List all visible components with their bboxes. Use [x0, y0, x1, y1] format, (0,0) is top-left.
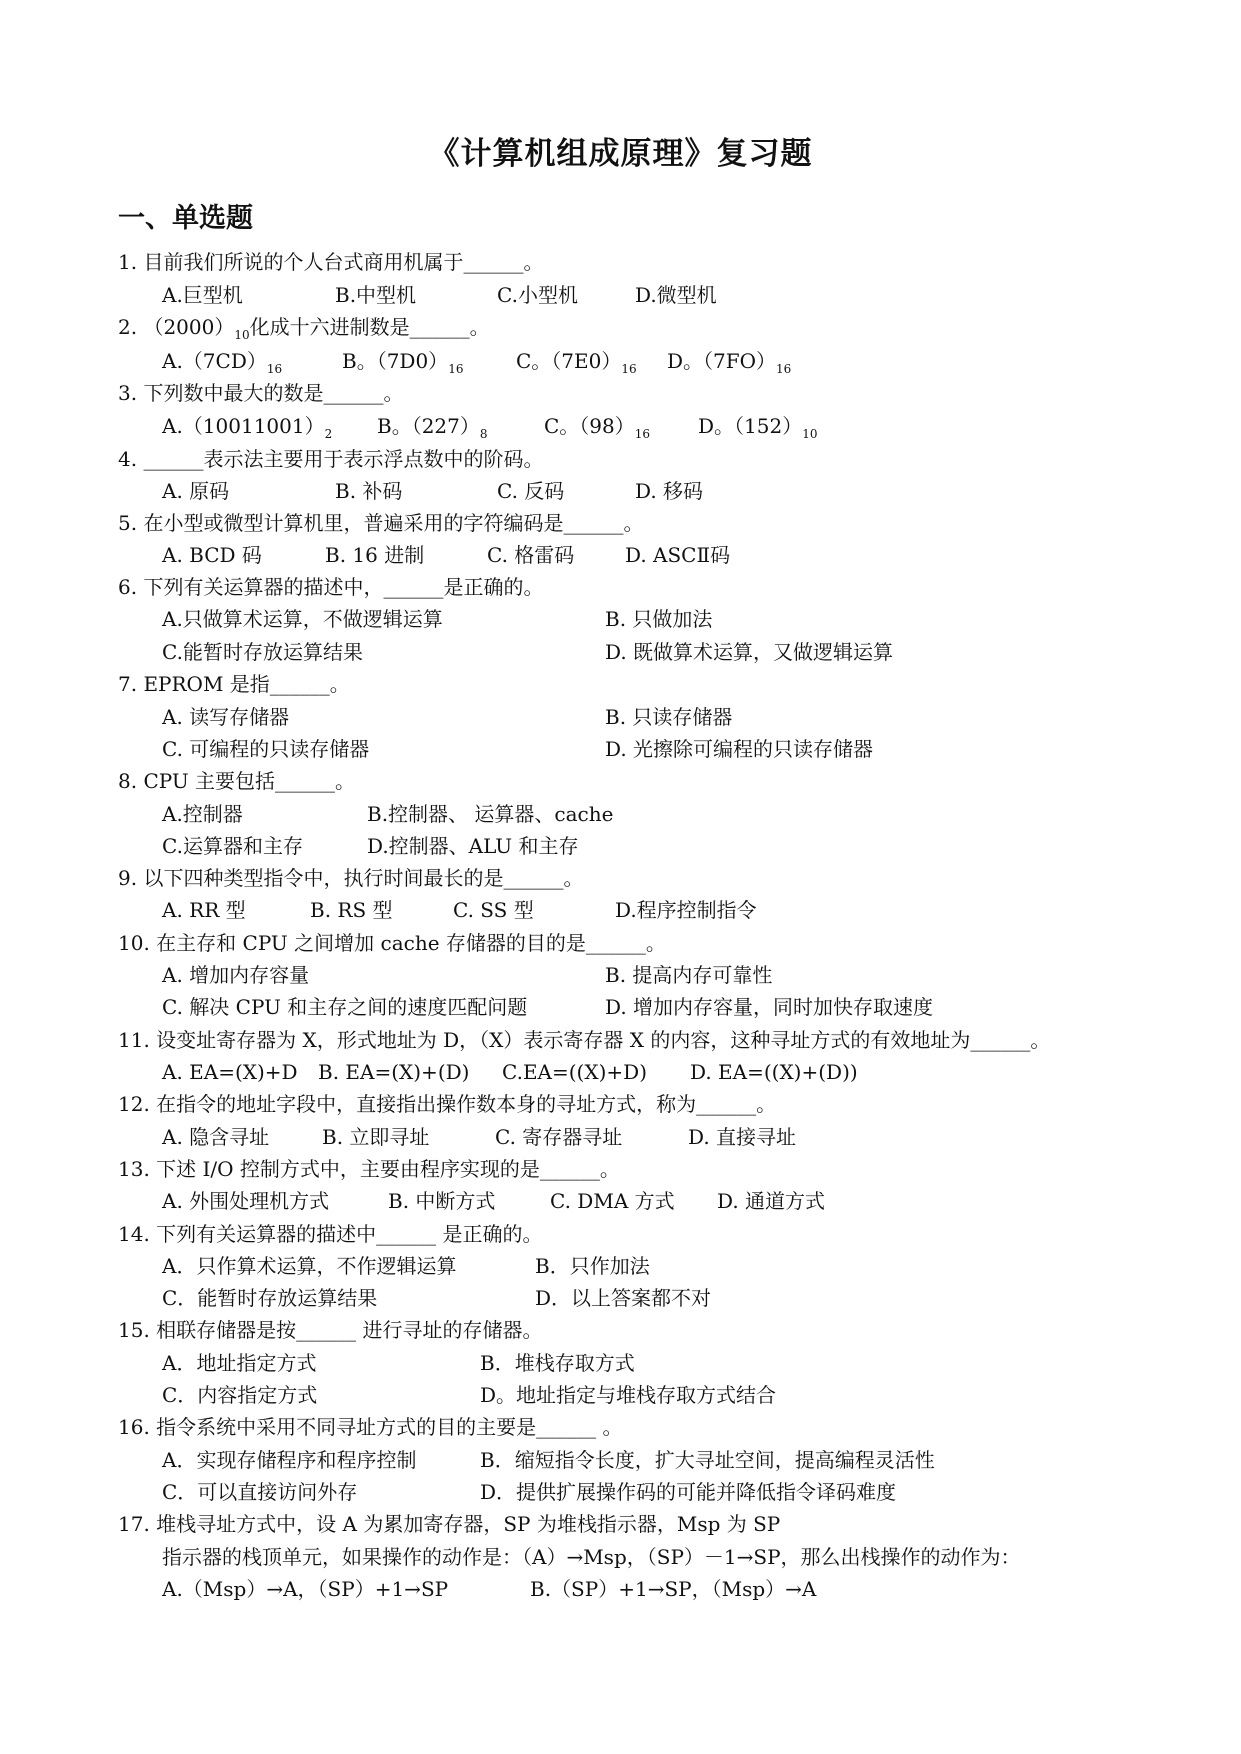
q7-option-d: D. 光擦除可编程的只读存储器: [605, 737, 874, 761]
question-10-stem: 10. 在主存和 CPU 之间增加 cache 存储器的目的是______。: [118, 931, 666, 955]
question-8-stem: 8. CPU 主要包括______。: [118, 769, 356, 793]
q1-option-d: D.微型机: [635, 283, 717, 307]
q8-option-a: A.控制器: [162, 802, 243, 826]
q6-option-a: A.只做算术运算，不做逻辑运算: [162, 607, 443, 631]
q3-option-c: C。$(98)_{16}$: [544, 414, 651, 441]
q8-option-b: B.控制器、 运算器、cache: [367, 802, 614, 826]
q16-option-b: B．缩短指令长度，扩大寻址空间，提高编程灵活性: [480, 1448, 935, 1472]
q2-option-c: C。$(7E0)_{16}$: [516, 349, 637, 376]
q13-option-a: A. 外围处理机方式: [162, 1189, 330, 1213]
q6-option-d: D. 既做算术运算，又做逻辑运算: [605, 640, 894, 664]
q10-option-a: A. 增加内存容量: [162, 963, 310, 987]
q11-option-d: D. EA=((X)+(D)): [690, 1060, 858, 1084]
q11-option-a: A. EA=(X)+D: [162, 1060, 298, 1084]
q4-option-a: A. 原码: [162, 479, 230, 503]
q4-option-b: B. 补码: [335, 479, 403, 503]
question-13-stem: 13. 下述 I/O 控制方式中，主要由程序实现的是______。: [118, 1157, 620, 1181]
q1-option-b: B.中型机: [335, 283, 417, 307]
q14-option-a: A．只作算术运算，不作逻辑运算: [162, 1254, 457, 1278]
q13-option-d: D. 通道方式: [717, 1189, 826, 1213]
q14-option-d: D．以上答案都不对: [535, 1286, 712, 1310]
q15-option-d: D。地址指定与堆栈存取方式结合: [480, 1383, 777, 1407]
question-15-stem: 15. 相联存储器是按______ 进行寻址的存储器。: [118, 1318, 543, 1342]
q12-option-a: A. 隐含寻址: [162, 1125, 270, 1149]
q7-option-b: B. 只读存储器: [605, 705, 733, 729]
q10-option-b: B. 提高内存可靠性: [605, 963, 773, 987]
question-14-stem: 14. 下列有关运算器的描述中______ 是正确的。: [118, 1222, 543, 1246]
q15-option-a: A．地址指定方式: [162, 1351, 317, 1375]
q5-option-d: D. ASCⅡ码: [625, 543, 731, 567]
q17-option-b: B.（SP）+1→SP，（Msp）→A: [530, 1577, 817, 1601]
q1-option-a: A.巨型机: [162, 283, 243, 307]
q10-option-c: C. 解决 CPU 和主存之间的速度匹配问题: [162, 995, 528, 1019]
q14-option-b: B．只作加法: [535, 1254, 650, 1278]
q10-option-d: D. 增加内存容量，同时加快存取速度: [605, 995, 934, 1019]
q11-option-c: C.EA=((X)+D): [502, 1060, 647, 1084]
q12-option-d: D. 直接寻址: [688, 1125, 797, 1149]
q9-option-b: B. RS 型: [310, 898, 393, 922]
q3-option-a: $A.(10011001)_2$: [162, 414, 333, 441]
question-7-stem: 7. EPROM 是指______。: [118, 672, 350, 696]
q11-option-b: B. EA=(X)+(D): [318, 1060, 470, 1084]
q8-option-d: D.控制器、ALU 和主存: [367, 834, 579, 858]
q15-option-c: C．内容指定方式: [162, 1383, 318, 1407]
question-5-stem: 5. 在小型或微型计算机里，普遍采用的字符编码是______。: [118, 511, 644, 535]
q9-option-d: D.程序控制指令: [615, 898, 757, 922]
question-11-stem: 11. 设变址寄存器为 X，形式地址为 D，（X）表示寄存器 X 的内容，这种寻址方式的有效地址为______。: [118, 1028, 1051, 1052]
q17-option-a: A.（Msp）→A，（SP）+1→SP: [162, 1577, 449, 1601]
q1-option-c: C.小型机: [497, 283, 578, 307]
q6-option-b: B. 只做加法: [605, 607, 713, 631]
q16-option-d: D．提供扩展操作码的可能并降低指令译码难度: [480, 1480, 897, 1504]
q2-option-d: D。$(7FO)_{16}$: [667, 349, 792, 376]
q16-option-c: C．可以直接访问外存: [162, 1480, 358, 1504]
q9-option-a: A. RR 型: [162, 898, 246, 922]
question-6-stem: 6. 下列有关运算器的描述中，______是正确的。: [118, 575, 544, 599]
q15-option-b: B．堆栈存取方式: [480, 1351, 635, 1375]
question-4-stem: 4. ______表示法主要用于表示浮点数中的阶码。: [118, 447, 544, 471]
q12-option-c: C. 寄存器寻址: [495, 1125, 623, 1149]
q4-option-c: C. 反码: [497, 479, 565, 503]
q8-option-c: C.运算器和主存: [162, 834, 303, 858]
q13-option-c: C. DMA 方式: [550, 1189, 675, 1213]
q2-option-a: $A.(7CD)_{16}$: [162, 349, 283, 376]
question-17-stem: 17. 堆栈寻址方式中，设 A 为累加寄存器，SP 为堆栈指示器，Msp 为 SP: [118, 1512, 781, 1536]
section-heading: 一、单选题: [118, 203, 253, 234]
q6-option-c: C.能暂时存放运算结果: [162, 640, 363, 664]
q9-option-c: C. SS 型: [453, 898, 534, 922]
q7-option-a: A. 读写存储器: [162, 705, 290, 729]
question-3-stem: 3. 下列数中最大的数是______。: [118, 381, 404, 405]
q3-option-d: D。$(152)_{10}$: [698, 414, 818, 441]
q12-option-b: B. 立即寻址: [322, 1125, 430, 1149]
q14-option-c: C．能暂时存放运算结果: [162, 1286, 378, 1310]
question-2-stem: 2. $(2000)_{10}$化成十六进制数是______。: [118, 315, 490, 342]
q4-option-d: D. 移码: [635, 479, 704, 503]
q3-option-b: B。$(227)_8$: [377, 414, 488, 441]
q5-option-c: C. 格雷码: [487, 543, 575, 567]
q5-option-a: A. BCD 码: [162, 543, 262, 567]
question-16-stem: 16. 指令系统中采用不同寻址方式的目的主要是______ 。: [118, 1415, 623, 1439]
q7-option-c: C. 可编程的只读存储器: [162, 737, 370, 761]
question-9-stem: 9. 以下四种类型指令中，执行时间最长的是______。: [118, 866, 584, 890]
question-17-stem-continued: 指示器的栈顶单元，如果操作的动作是：（A）→Msp，（SP）－1→SP，那么出栈操作的动作为：: [162, 1545, 1021, 1569]
question-1-stem: 1. 目前我们所说的个人台式商用机属于______。: [118, 250, 544, 274]
q16-option-a: A．实现存储程序和程序控制: [162, 1448, 417, 1472]
document-title: 《计算机组成原理》复习题: [428, 136, 813, 172]
question-12-stem: 12. 在指令的地址字段中，直接指出操作数本身的寻址方式，称为______。: [118, 1092, 777, 1116]
q5-option-b: B. 16 进制: [325, 543, 425, 567]
q2-option-b: B。$(7D0)_{16}$: [342, 349, 464, 376]
q13-option-b: B. 中断方式: [388, 1189, 496, 1213]
